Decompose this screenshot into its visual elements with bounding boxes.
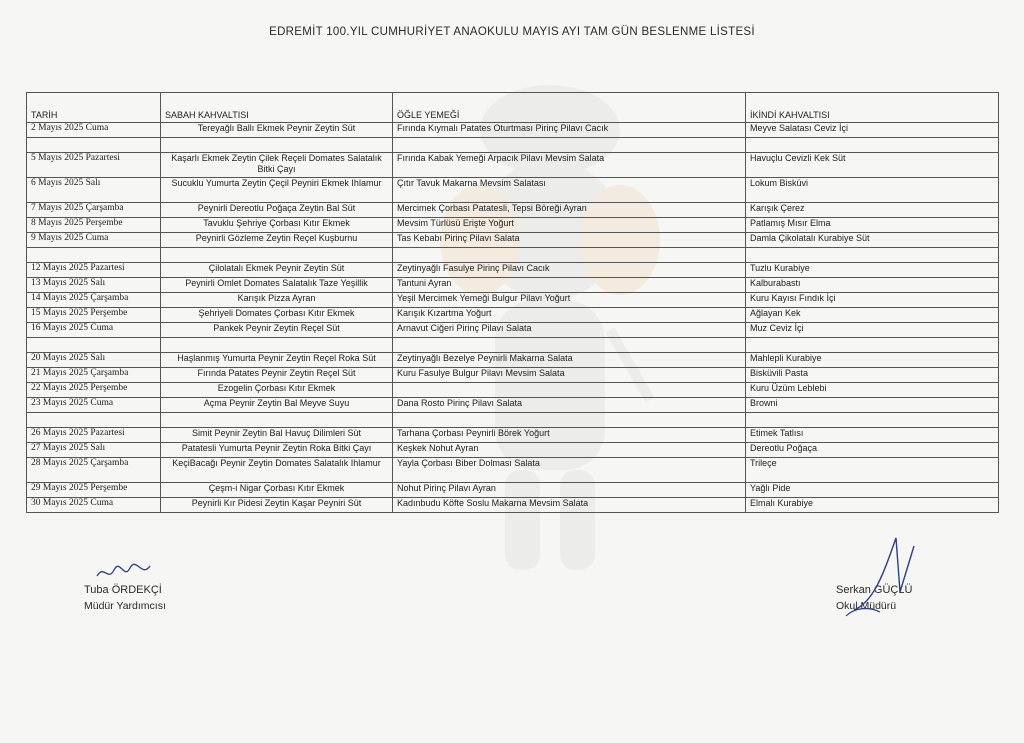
- header-snack: İKİNDİ KAHVALTISI: [746, 93, 999, 123]
- cell-lunch: Tas Kebabı Pirinç Pilavı Salata: [393, 233, 746, 248]
- cell-snack: [746, 413, 999, 428]
- cell-lunch: Mevsim Türlüsü Erişte Yoğurt: [393, 218, 746, 233]
- table-row: [27, 483, 999, 498]
- cell-date: [27, 248, 161, 263]
- cell-breakfast: Şehriyeli Domates Çorbası Kıtır Ekmek: [161, 308, 393, 323]
- cell-breakfast: [161, 138, 393, 153]
- cell-breakfast: [161, 413, 393, 428]
- cell-snack: Havuçlu Cevizli Kek Süt: [746, 153, 999, 178]
- cell-breakfast: Açma Peynir Zeytin Bal Meyve Suyu: [161, 398, 393, 413]
- cell-date: [27, 413, 161, 428]
- cell-snack: Muz Ceviz İçi: [746, 323, 999, 338]
- table-row: [27, 458, 999, 483]
- cell-lunch: Zeytinyağlı Bezelye Peynirli Makarna Salata: [393, 353, 746, 368]
- cell-breakfast: [161, 248, 393, 263]
- cell-snack: Lokum Bisküvi: [746, 178, 999, 203]
- cell-date: 16 Mayıs 2025 Cuma: [27, 323, 161, 338]
- table-row: [27, 263, 999, 278]
- table-row-spacer: [27, 138, 999, 153]
- header-lunch: ÖĞLE YEMEĞİ: [393, 93, 746, 123]
- cell-date: 29 Mayıs 2025 Perşembe: [27, 483, 161, 498]
- table-row: [27, 323, 999, 338]
- cell-date: 26 Mayıs 2025 Pazartesi: [27, 428, 161, 443]
- cell-lunch: Tarhana Çorbası Peynirli Börek Yoğurt: [393, 428, 746, 443]
- cell-breakfast: Peynirli Omlet Domates Salatalık Taze Yeşillik: [161, 278, 393, 293]
- cell-breakfast: Simit Peynir Zeytin Bal Havuç Dilimleri Süt: [161, 428, 393, 443]
- cell-lunch: Yeşil Mercimek Yemeği Bulgur Pilavı Yoğurt: [393, 293, 746, 308]
- cell-breakfast: Peynirli Kır Pidesi Zeytin Kaşar Peyniri Süt: [161, 498, 393, 513]
- cell-snack: [746, 338, 999, 353]
- table-row: [27, 353, 999, 368]
- cell-date: 9 Mayıs 2025 Cuma: [27, 233, 161, 248]
- cell-snack: Browni: [746, 398, 999, 413]
- cell-breakfast: Kaşarlı Ekmek Zeytin Çilek Reçeli Domates Salatalık Bitki Çayı: [161, 153, 393, 178]
- header-breakfast: SABAH KAHVALTISI: [161, 93, 393, 123]
- document-title: EDREMİT 100.YIL CUMHURİYET ANAOKULU MAYIS AYI TAM GÜN BESLENME LİSTESİ: [269, 26, 755, 38]
- table-row: [27, 398, 999, 413]
- cell-lunch: [393, 413, 746, 428]
- cell-lunch: [393, 383, 746, 398]
- cell-lunch: Mercimek Çorbası Patatesli, Tepsi Böreği Ayran: [393, 203, 746, 218]
- table-row: [27, 153, 999, 178]
- cell-date: 14 Mayıs 2025 Çarşamba: [27, 293, 161, 308]
- cell-lunch: [393, 338, 746, 353]
- table-row: [27, 233, 999, 248]
- cell-snack: Elmalı Kurabiye: [746, 498, 999, 513]
- signature-scribble-left: [94, 562, 154, 584]
- signature-title-right: Okul Müdürü: [836, 600, 897, 612]
- signature-scribble-right: [844, 532, 924, 622]
- cell-date: 6 Mayıs 2025 Salı: [27, 178, 161, 203]
- cell-snack: Etimek Tatlısı: [746, 428, 999, 443]
- cell-snack: Mahlepli Kurabiye: [746, 353, 999, 368]
- cell-snack: Tuzlu Kurabiye: [746, 263, 999, 278]
- cell-date: 23 Mayıs 2025 Cuma: [27, 398, 161, 413]
- cell-lunch: Yayla Çorbası Biber Dolması Salata: [393, 458, 746, 483]
- cell-breakfast: Fırında Patates Peynir Zeytin Reçel Süt: [161, 368, 393, 383]
- signature-name-left: Tuba ÖRDEKÇİ: [84, 584, 162, 596]
- signature-name-right: Serkan GÜÇLÜ: [836, 584, 913, 596]
- cell-lunch: Tantuni Ayran: [393, 278, 746, 293]
- table-row: [27, 278, 999, 293]
- cell-snack: Bisküvili Pasta: [746, 368, 999, 383]
- cell-lunch: Karışık Kızartma Yoğurt: [393, 308, 746, 323]
- cell-lunch: Keşkek Nohut Ayran: [393, 443, 746, 458]
- cell-lunch: Arnavut Ciğeri Pirinç Pilavı Salata: [393, 323, 746, 338]
- cell-date: 8 Mayıs 2025 Perşembe: [27, 218, 161, 233]
- cell-snack: Damla Çikolatalı Kurabiye Süt: [746, 233, 999, 248]
- cell-snack: Meyve Salatası Ceviz İçi: [746, 123, 999, 138]
- cell-date: 27 Mayıs 2025 Salı: [27, 443, 161, 458]
- cell-date: 15 Mayıs 2025 Perşembe: [27, 308, 161, 323]
- cell-date: 7 Mayıs 2025 Çarşamba: [27, 203, 161, 218]
- cell-lunch: Kuru Fasulye Bulgur Pilavı Mevsim Salata: [393, 368, 746, 383]
- table-row: [27, 203, 999, 218]
- cell-snack: Kuru Kayısı Fındık İçi: [746, 293, 999, 308]
- cell-breakfast: Tereyağlı Ballı Ekmek Peynir Zeytin Süt: [161, 123, 393, 138]
- cell-breakfast: Pankek Peynir Zeytin Reçel Süt: [161, 323, 393, 338]
- cell-snack: Karışık Çerez: [746, 203, 999, 218]
- signature-title-left: Müdür Yardımcısı: [84, 600, 166, 612]
- cell-lunch: Fırında Kıymalı Patates Oturtması Pirinç Pilavı Cacık: [393, 123, 746, 138]
- cell-breakfast: Patatesli Yumurta Peynir Zeytin Roka Bitki Çayı: [161, 443, 393, 458]
- cell-date: 30 Mayıs 2025 Cuma: [27, 498, 161, 513]
- cell-lunch: Zeytinyağlı Fasulye Pirinç Pilavı Cacık: [393, 263, 746, 278]
- signature-block-left: [84, 568, 166, 612]
- table-row: [27, 368, 999, 383]
- cell-snack: [746, 248, 999, 263]
- cell-lunch: Nohut Pirinç Pilavı Ayran: [393, 483, 746, 498]
- signature-block-right: [836, 540, 912, 612]
- cell-date: 13 Mayıs 2025 Salı: [27, 278, 161, 293]
- cell-breakfast: Peynirli Gözleme Zeytin Reçel Kuşburnu: [161, 233, 393, 248]
- cell-breakfast: Peynirli Dereotlu Poğaça Zeytin Bal Süt: [161, 203, 393, 218]
- table-row-spacer: [27, 338, 999, 353]
- cell-breakfast: Haşlanmış Yumurta Peynir Zeytin Reçel Roka Süt: [161, 353, 393, 368]
- table-row-spacer: [27, 413, 999, 428]
- cell-snack: Dereotlu Poğaça: [746, 443, 999, 458]
- table-row-spacer: [27, 248, 999, 263]
- cell-lunch: Kadınbudu Köfte Soslu Makarna Mevsim Salata: [393, 498, 746, 513]
- table-row: [27, 178, 999, 203]
- cell-breakfast: Çeşm-i Nigar Çorbası Kıtır Ekmek: [161, 483, 393, 498]
- cell-breakfast: KeçiBacağı Peynir Zeytin Domates Salatalık Ihlamur: [161, 458, 393, 483]
- table-row: [27, 308, 999, 323]
- cell-snack: Yağlı Pide: [746, 483, 999, 498]
- cell-date: 28 Mayıs 2025 Çarşamba: [27, 458, 161, 483]
- cell-date: 12 Mayıs 2025 Pazartesi: [27, 263, 161, 278]
- cell-snack: [746, 138, 999, 153]
- cell-date: [27, 338, 161, 353]
- cell-snack: Patlamış Mısır Elma: [746, 218, 999, 233]
- cell-date: 5 Mayıs 2025 Pazartesi: [27, 153, 161, 178]
- cell-date: [27, 138, 161, 153]
- cell-breakfast: [161, 338, 393, 353]
- cell-lunch: [393, 248, 746, 263]
- header-date: TARİH: [27, 93, 161, 123]
- cell-snack: Ağlayan Kek: [746, 308, 999, 323]
- table-row: [27, 428, 999, 443]
- cell-date: 2 Mayıs 2025 Cuma: [27, 123, 161, 138]
- cell-breakfast: Karışık Pizza Ayran: [161, 293, 393, 308]
- cell-date: 21 Mayıs 2025 Çarşamba: [27, 368, 161, 383]
- table-row: [27, 293, 999, 308]
- cell-date: 20 Mayıs 2025 Salı: [27, 353, 161, 368]
- menu-table-body: [27, 123, 999, 513]
- table-row: [27, 498, 999, 513]
- cell-breakfast: Tavuklu Şehriye Çorbası Kıtır Ekmek: [161, 218, 393, 233]
- menu-table: [26, 92, 999, 513]
- table-row: [27, 123, 999, 138]
- cell-lunch: Çıtır Tavuk Makarna Mevsim Salatası: [393, 178, 746, 203]
- cell-lunch: Fırında Kabak Yemeği Arpacık Pilavı Mevsim Salata: [393, 153, 746, 178]
- cell-date: 22 Mayıs 2025 Perşembe: [27, 383, 161, 398]
- cell-snack: Trileçe: [746, 458, 999, 483]
- cell-snack: Kalburabastı: [746, 278, 999, 293]
- table-header-row: [27, 93, 999, 123]
- cell-snack: Kuru Üzüm Leblebi: [746, 383, 999, 398]
- table-row: [27, 218, 999, 233]
- cell-lunch: Dana Rosto Pirinç Pilavı Salata: [393, 398, 746, 413]
- cell-breakfast: Çilolatalı Ekmek Peynir Zeytin Süt: [161, 263, 393, 278]
- table-row: [27, 443, 999, 458]
- cell-breakfast: Sucuklu Yumurta Zeytin Çeçil Peyniri Ekmek Ihlamur: [161, 178, 393, 203]
- cell-breakfast: Ezogelin Çorbası Kıtır Ekmek: [161, 383, 393, 398]
- table-row: [27, 383, 999, 398]
- cell-lunch: [393, 138, 746, 153]
